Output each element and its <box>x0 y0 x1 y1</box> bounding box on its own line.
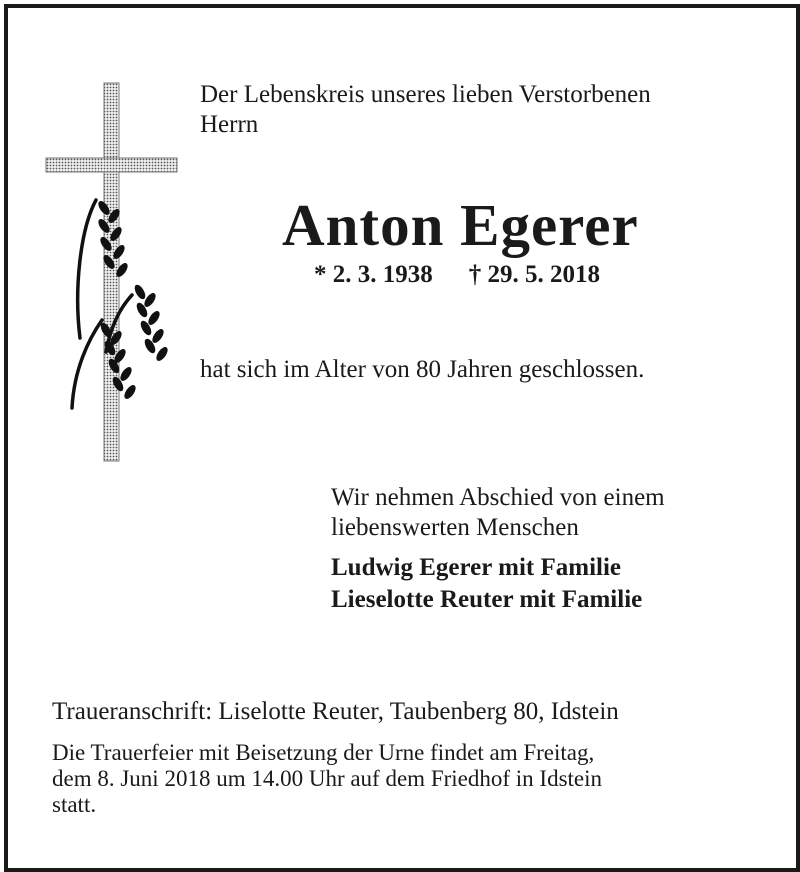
farewell-line-2: liebenswerten Menschen <box>331 514 579 541</box>
funeral-line-1: Die Trauerfeier mit Beisetzung der Urne findet am Freitag, <box>52 740 595 765</box>
age-text: hat sich im Alter von 80 Jahren geschlossen. <box>200 356 645 383</box>
funeral-info <box>52 740 602 818</box>
mourning-address: Traueranschrift: Liselotte Reuter, Taubenberg 80, Idstein <box>52 698 619 725</box>
intro-text <box>200 80 651 140</box>
mourner-2: Lieselotte Reuter mit Familie <box>331 586 643 613</box>
death-date: † 29. 5. 2018 <box>468 261 600 288</box>
funeral-line-2: dem 8. Juni 2018 um 14.00 Uhr auf dem Friedhof in Idstein <box>52 766 603 791</box>
funeral-line-3: statt. <box>52 792 97 817</box>
cross-horizontal-beam <box>46 158 177 172</box>
cross-with-wheat-icon <box>40 80 180 470</box>
farewell-line-1: Wir nehmen Abschied von einem <box>331 484 665 511</box>
intro-line-2: Herrn <box>200 111 259 138</box>
life-dates <box>314 260 600 290</box>
deceased-name: Anton Egerer <box>282 192 639 258</box>
birth-date: * 2. 3. 1938 <box>314 261 433 288</box>
farewell-text <box>331 483 665 543</box>
mourner-1: Ludwig Egerer mit Familie <box>331 554 622 581</box>
intro-line-1: Der Lebenskreis unseres lieben Verstorbenen <box>200 81 651 108</box>
